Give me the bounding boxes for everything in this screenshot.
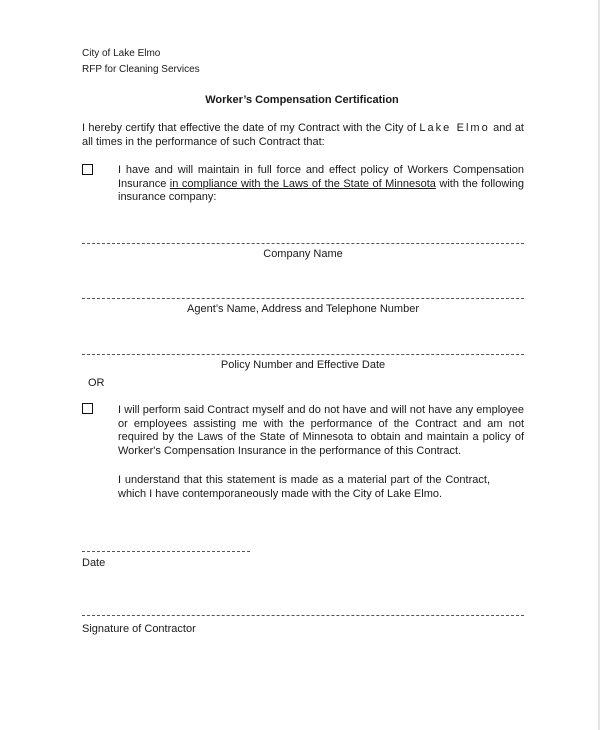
intro-city: Lake Elmo <box>419 122 490 134</box>
option1-underlined: in compliance with the Laws of the State of Minnesota <box>169 177 436 190</box>
option1-text-2: with the following insurance company: <box>118 177 524 203</box>
intro-paragraph <box>82 122 524 149</box>
policy-label: Policy Number and Effective Date <box>220 359 386 371</box>
date-line[interactable] <box>82 551 250 552</box>
header-city: City of Lake Elmo <box>82 48 161 59</box>
option1-text <box>118 164 524 205</box>
signature-label: Signature of Contractor <box>82 623 196 635</box>
option1-text-1: I have and will maintain in full force and effect policy of Workers Compensation Insurance <box>118 164 524 190</box>
option2-text: I will perform said Contract myself and do not have and will not have any employee or employees assisting me with the performance of the Contract and am not required by the Laws of the State of Minnesota to obtain and maintain a policy of Worker's Compensation Insurance in the performance of this Contract. <box>118 404 524 457</box>
intro-text-1: I hereby certify that effective the date of my Contract with the City of <box>82 122 417 134</box>
statement-text: I understand that this statement is made as a material part of the Contract, which I have contemporaneously made with the City of Lake Elmo. <box>118 474 490 500</box>
intro-text-2: and at all times in the performance of such Contract that: <box>82 122 524 148</box>
agent-line[interactable] <box>82 298 524 299</box>
date-label: Date <box>82 557 106 569</box>
or-label: OR <box>88 377 105 389</box>
policy-line[interactable] <box>82 354 524 355</box>
option2-checkbox[interactable] <box>82 403 93 414</box>
agent-label: Agent’s Name, Address and Telephone Number <box>187 303 419 315</box>
company-name-line[interactable] <box>82 243 524 244</box>
company-name-label: Company Name <box>263 248 343 260</box>
header-rfp: RFP for Cleaning Services <box>82 64 200 75</box>
page-title: Worker’s Compensation Certification <box>205 94 399 106</box>
signature-line[interactable] <box>82 615 524 616</box>
option1-checkbox[interactable] <box>82 164 93 175</box>
